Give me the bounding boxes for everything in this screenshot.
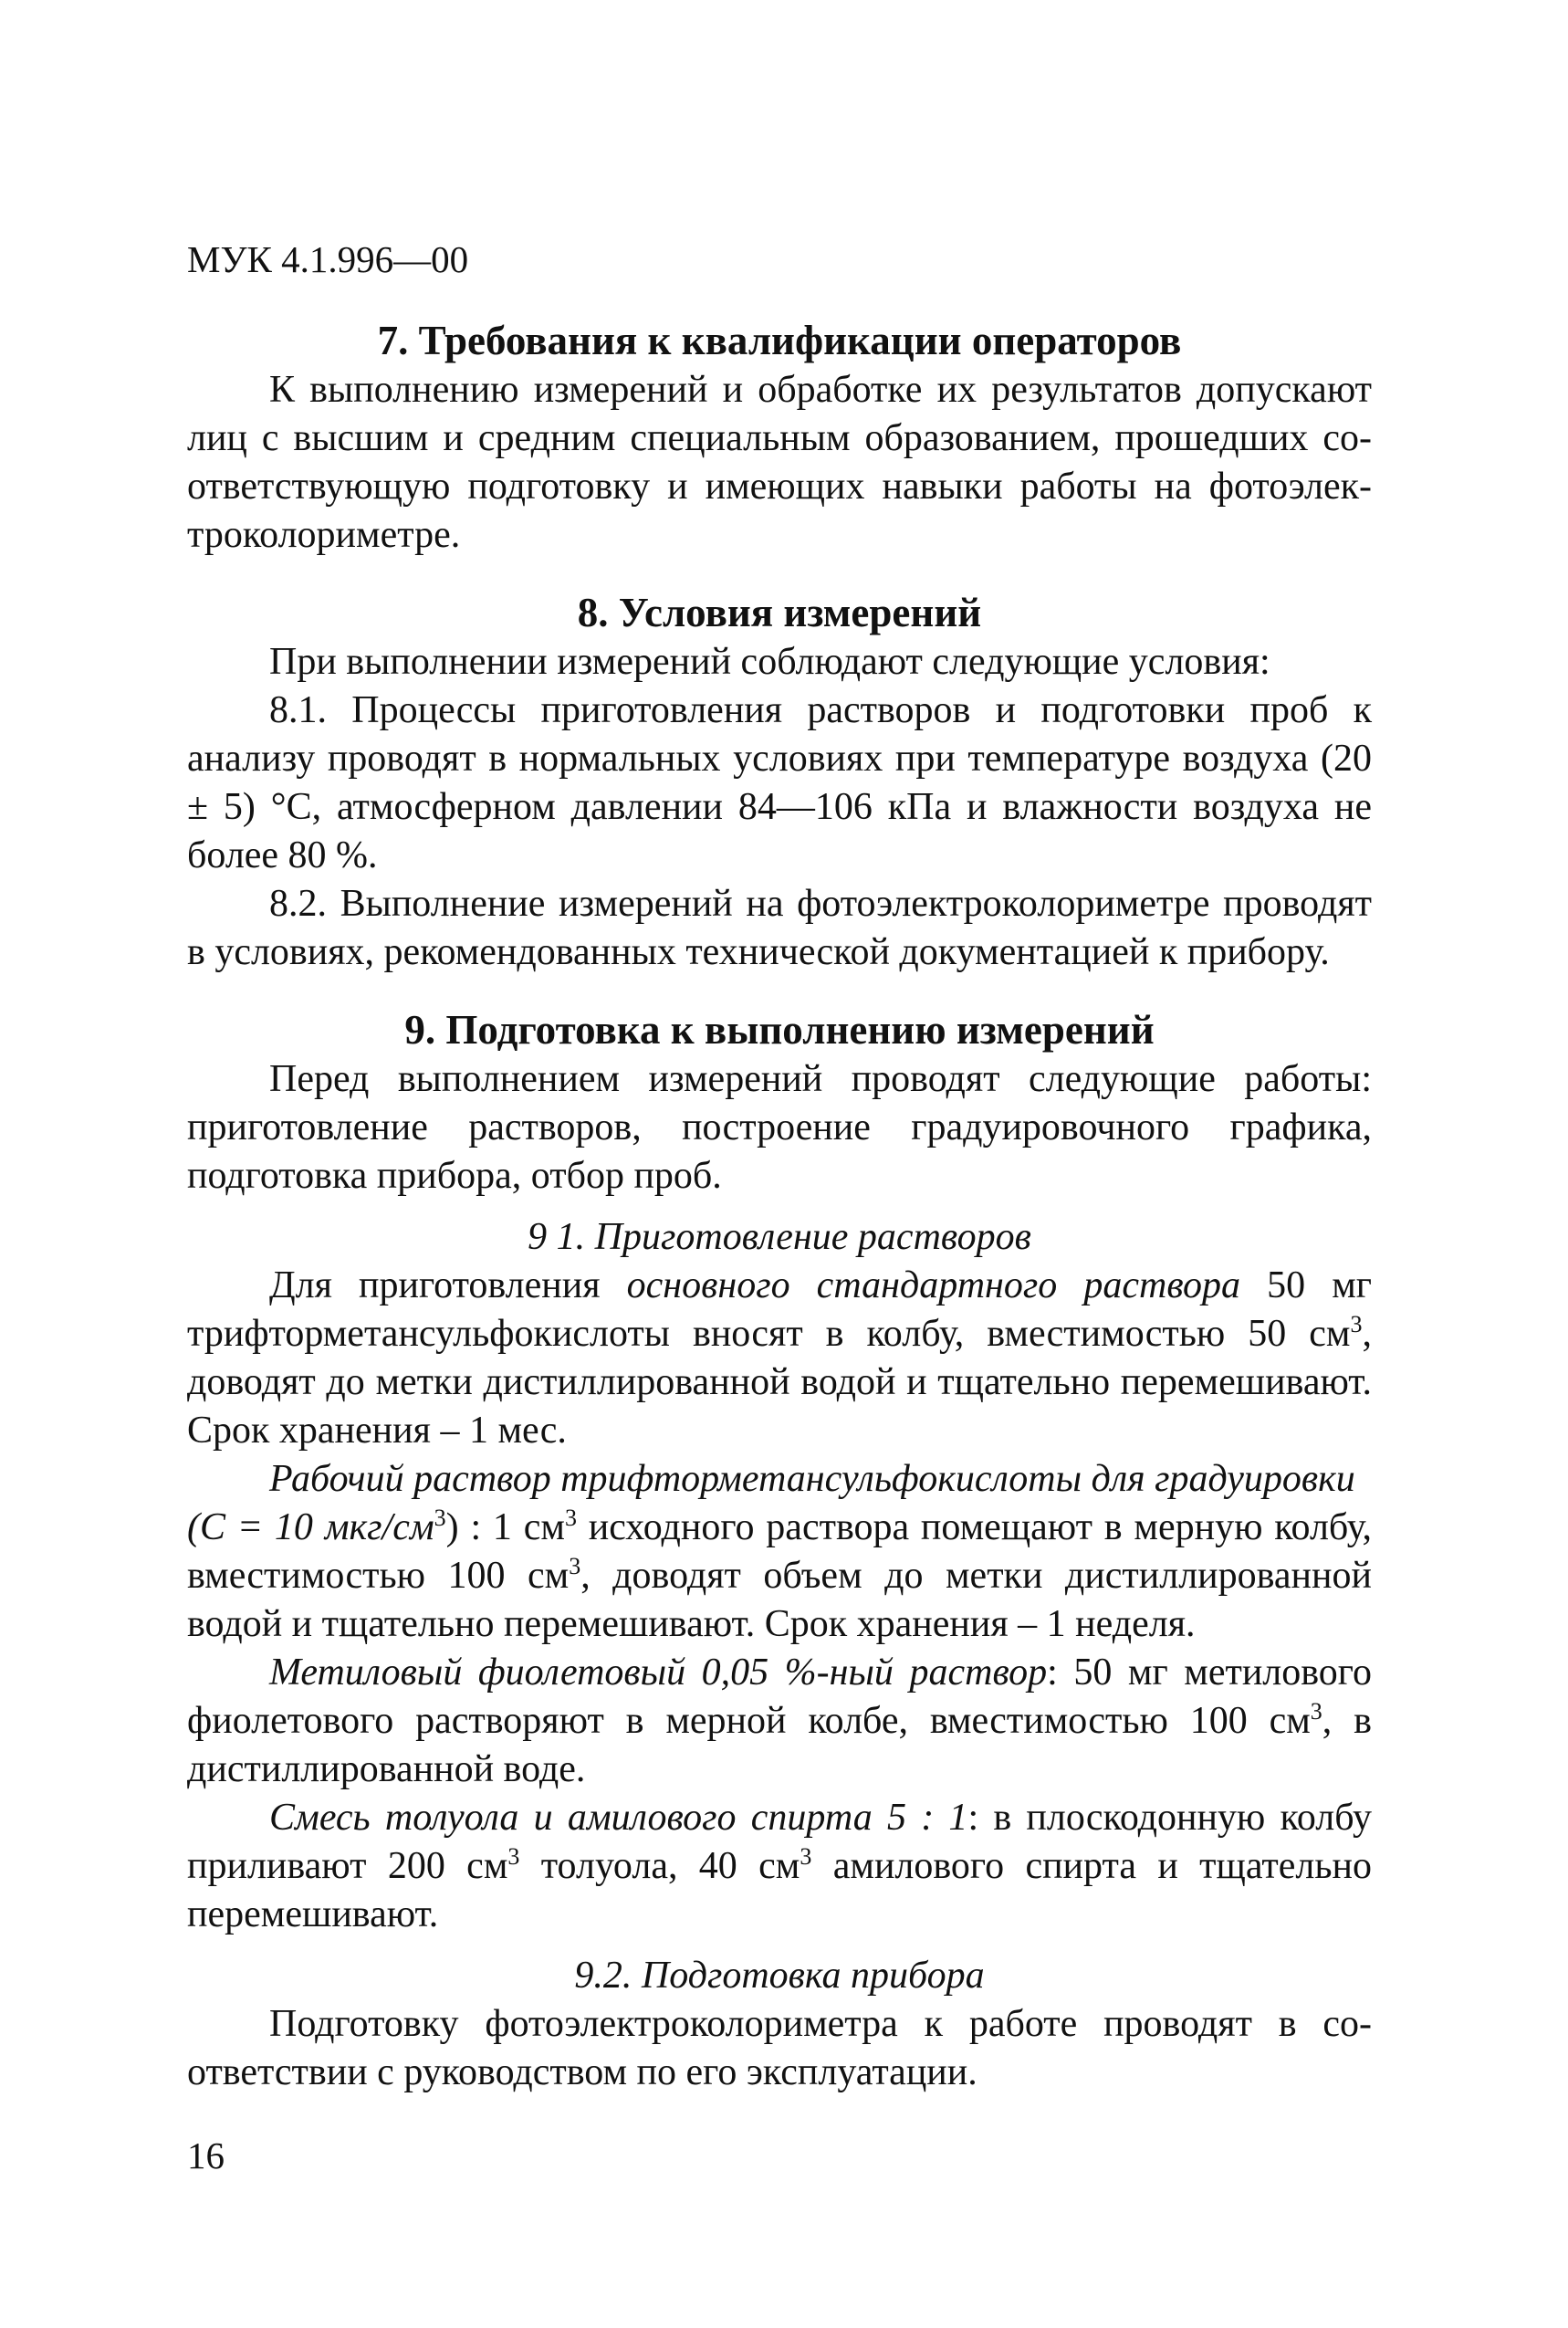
working-sup-b: 3 xyxy=(569,1553,581,1579)
subsection-9-1-title: 9 1. Приготовление растворов xyxy=(528,1216,1031,1258)
stock-solution-term: основного стандартного раствора xyxy=(626,1264,1240,1306)
section-8-title: 8. Условия измерений xyxy=(577,590,982,635)
mixture-paragraph xyxy=(187,1794,1372,1939)
clause-8-1: 8.1. Процессы приготовления растворов и подготовки проб к анализу проводят в нормальных условиях при температуре воздуха (20 ± 5) °С, атмосферном давлении 84—106 кПа и влажности воздуха не более 80 %. xyxy=(187,689,1372,876)
clause-8-2: 8.2. Выполнение измерений на фотоэлектроколориметре проводят в условиях, рекомендованных технической документацией к прибору. xyxy=(187,883,1372,973)
subsection-9-2-title: 9.2. Подготовка прибора xyxy=(574,1955,985,1997)
device-preparation-paragraph: Подготовку фотоэлектроколориметра к работе проводят в соответствии с руководством по его эксплуатации. xyxy=(187,2003,1372,2093)
working-text-b: исходного раствора помещают в мерную колбу, вместимостью 100 см xyxy=(187,1506,1372,1597)
page-number: 16 xyxy=(187,2134,225,2176)
violet-sup: 3 xyxy=(1310,1698,1322,1725)
mixture-text-c: амилового спирта и тщательно перемешивают. xyxy=(187,1845,1372,1935)
section-9-title: 9. Подготовка к выполнению измерений xyxy=(404,1007,1155,1053)
section-7-title: 7. Требования к квалификации операторов xyxy=(377,318,1182,363)
working-text-a: : 1 см xyxy=(458,1506,565,1548)
working-concentration-close: ) xyxy=(445,1506,459,1548)
violet-text-b: , в дистиллированной воде. xyxy=(187,1700,1372,1790)
stock-text-pre: Для приготовления xyxy=(269,1264,627,1306)
section-8-intro: При выполнении измерений соблюдают следующие условия: xyxy=(269,641,1270,683)
stock-unit-sup: 3 xyxy=(1350,1311,1363,1337)
stock-text-b: , доводят до метки дистиллированной водой и тщательно перемешивают. Срок хранения – 1 мес. xyxy=(187,1313,1372,1452)
mixture-term: Смесь толуола и амилового спирта 5 : 1 xyxy=(269,1797,968,1839)
section-7-paragraph: К выполнению измерений и обработке их результатов допускают лиц с высшим и средним специальным образованием, прошедших соответствующую подготовку и имеющих навыки работы на фотоэлектроколориметре. xyxy=(187,369,1372,556)
mixture-text-a: : в плоскодонную колбу приливают 200 см xyxy=(187,1797,1372,1887)
stock-solution-paragraph xyxy=(187,1262,1372,1455)
working-text-c: , доводят объем до метки дистиллированной водой и тщательно перемешивают. Срок хранения – 1 неделя. xyxy=(187,1555,1372,1645)
working-solution-paragraph xyxy=(187,1455,1372,1649)
mixture-sup-a: 3 xyxy=(507,1843,520,1870)
mixture-text-b: толуола, 40 см xyxy=(519,1845,800,1887)
section-9-paragraph: Перед выполнением измерений проводят следующие работы: приготовление растворов, построение градуировочного графика, подготовка прибора, отбор проб. xyxy=(187,1058,1372,1197)
working-solution-term: Рабочий раствор трифторметансульфокислоты для градуировки xyxy=(269,1458,1355,1500)
methyl-violet-term: Метиловый фиолетовый 0,05 %-ный раствор xyxy=(269,1652,1048,1694)
document-body xyxy=(187,315,1372,2097)
mixture-sup-b: 3 xyxy=(800,1843,812,1870)
violet-text-a: : 50 мг метилового фиолетового растворяют в мерной колбе, вместимостью 100 см xyxy=(187,1652,1372,1742)
methyl-violet-paragraph xyxy=(187,1649,1372,1794)
working-concentration-sup: 3 xyxy=(434,1505,446,1531)
working-sup-a: 3 xyxy=(564,1505,577,1531)
stock-text-a: 50 мг трифторметансульфокислоты вносят в колбу, вместимостью 50 см xyxy=(187,1264,1372,1355)
document-code-header: МУК 4.1.996—00 xyxy=(187,238,469,280)
working-concentration: (С = 10 мкг/см xyxy=(187,1506,434,1548)
